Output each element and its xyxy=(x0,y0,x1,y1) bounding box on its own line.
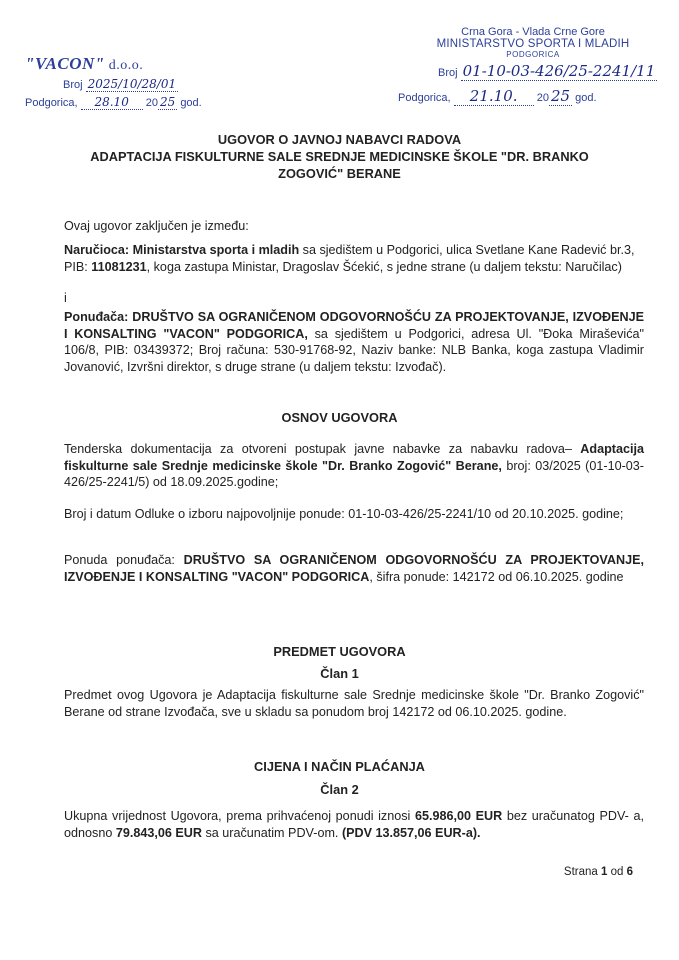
footer-strana: Strana xyxy=(563,866,601,878)
vacon-date-day: 28.10 xyxy=(81,95,143,110)
osnov-p3-bold: DRUŠTVO SA OGRANIČENOM ODGOVORNOŠĆU ZA PROJEKTOVANJE, IZVOĐENJE I KONSALTING "VACON" PODGORICA xyxy=(64,553,644,584)
predmet-heading: PREDMET UGOVORA xyxy=(273,644,406,659)
intro-text: Ovaj ugovor zaključen je između: xyxy=(64,219,249,233)
vacon-company-name xyxy=(25,54,205,74)
cijena-value-gross: 79.843,06 EUR xyxy=(115,825,202,840)
cijena-value-vat: (PDV 13.857,06 EUR-a). xyxy=(341,825,481,840)
vacon-city-label: Podgorica, xyxy=(25,97,78,109)
cijena-text-3: sa uračunatim PDV-om. xyxy=(201,825,342,840)
ministry-stamp xyxy=(398,26,668,106)
narucilac-paragraph xyxy=(64,242,644,275)
osnov-paragraph-3 xyxy=(64,552,644,585)
osnov-paragraph-1 xyxy=(64,441,644,491)
vacon-name: "VACON" xyxy=(25,54,105,73)
ponudac-lead: Ponuđača: DRUŠTVO SA OGRANIČENOM ODGOVORNOŠĆU ZA PROJEKTOVANJE, IZVOĐENJE I KONSALTING "VACON" PODGORICA, xyxy=(64,310,644,341)
ponudac-paragraph xyxy=(64,309,644,375)
document-title xyxy=(0,131,679,182)
ministry-gov: Crna Gora - Vlada Crne Gore xyxy=(461,26,605,38)
osnov-p1-text-2: broj: 03/2025 (01-10-03-426/25-2241/5) od 18.09.2025.godine; xyxy=(64,458,644,489)
ministry-broj-row xyxy=(438,62,668,81)
cijena-paragraph xyxy=(64,808,644,841)
narucilac-text-2: , koga zastupa Ministar, Dragoslav Šćekić, s jedne strane (u daljem tekstu: Naručilac) xyxy=(146,259,622,274)
vacon-broj-value: 2025/10/28/01 xyxy=(87,77,177,91)
ministry-date-row xyxy=(398,87,668,106)
ministry-city: PODGORICA xyxy=(506,50,560,59)
osnov-paragraph-2: Broj i datum Odluke o izboru najpovoljnije ponude: 01-10-03-426/25-2241/10 od 20.10.2025. godine; xyxy=(64,507,624,521)
vacon-year-prefix: 20 xyxy=(145,97,158,109)
ministry-year-prefix: 20 xyxy=(536,92,549,104)
footer-page: 1 xyxy=(601,866,608,878)
vacon-broj-label: Broj xyxy=(63,79,83,91)
cijena-text-1: Ukupna vrijednost Ugovora, prema prihvaćenoj ponudi iznosi xyxy=(64,809,415,823)
osnov-p3-text-2: , šifra ponude: 142172 od 06.10.2025. godine xyxy=(369,569,624,584)
narucilac-lead: Naručioca: Ministarstva sporta i mladih xyxy=(64,243,300,257)
cijena-heading: CIJENA I NAČIN PLAĆANJA xyxy=(254,759,425,774)
ministry-god: god. xyxy=(575,92,597,104)
page-number xyxy=(564,866,633,878)
vacon-date-row xyxy=(25,95,205,110)
vacon-suffix: d.o.o. xyxy=(108,58,144,73)
narucilac-pib: 11081231 xyxy=(91,259,147,274)
cijena-text-2: bez uračunatog PDV- a, odnosno xyxy=(64,809,644,840)
title-line-2: ADAPTACIJA FISKULTURNE SALE SREDNJE MEDICINSKE ŠKOLE "DR. BRANKO xyxy=(90,149,589,164)
vacon-broj-row xyxy=(63,77,205,92)
ponudac-text: sa sjedištem u Podgorici, adresa Ul. "Đoka Miraševića" 106/8, PIB: 03439372; Broj računa: 530-91768-92, Naziv banke: NLB Banka, koga zastupa Vladimir Jovanović, Izvršni direktor, s druge strane (u daljem tekstu: Izvođač). xyxy=(64,326,645,374)
ministry-year-suffix: 25 xyxy=(550,87,571,105)
title-line-3: ZOGOVIĆ" BERANE xyxy=(278,166,401,181)
osnov-heading: OSNOV UGOVORA xyxy=(281,410,398,425)
osnov-p3-text-1: Ponuda ponuđača: xyxy=(64,553,184,567)
vacon-god: god. xyxy=(180,97,202,109)
predmet-clan: Član 1 xyxy=(320,666,359,681)
footer-od: od xyxy=(607,866,627,878)
ministry-name: MINISTARSTVO SPORTA I MLADIH xyxy=(436,38,630,50)
vacon-year-suffix: 25 xyxy=(159,95,176,109)
ministry-date-day: 21.10. xyxy=(454,87,534,106)
ministry-broj-label: Broj xyxy=(438,67,458,79)
narucilac-text-1: sa sjedištem u Podgorici, ulica Svetlane Kane Radević br.3, PIB: xyxy=(64,243,635,274)
osnov-p1-text-1: Tenderska dokumentacija za otvoreni postupak javne nabavke za nabavku radova– xyxy=(64,442,581,456)
osnov-p1-bold: Adaptacija fiskulturne sale Srednje medicinske škole "Dr. Branko Zogović" Berane, xyxy=(64,442,644,473)
ministry-broj-value: 01-10-03-426/25-2241/11 xyxy=(462,62,656,80)
predmet-paragraph: Predmet ovog Ugovora je Adaptacija fiskulturne sale Srednje medicinske škole "Dr. Branko Zogović" Berane od strane Izvođača, sve u skladu sa ponudom broj 142172 od 06.10.2025. godine. xyxy=(64,688,644,719)
ministry-city-label: Podgorica, xyxy=(398,92,451,104)
cijena-value-net: 65.986,00 EUR xyxy=(414,809,503,823)
vacon-stamp xyxy=(25,54,205,110)
conjunction-i: i xyxy=(64,291,67,305)
footer-total: 6 xyxy=(626,866,633,878)
title-line-1: UGOVOR O JAVNOJ NABAVCI RADOVA xyxy=(217,132,462,147)
cijena-clan: Član 2 xyxy=(320,782,359,797)
